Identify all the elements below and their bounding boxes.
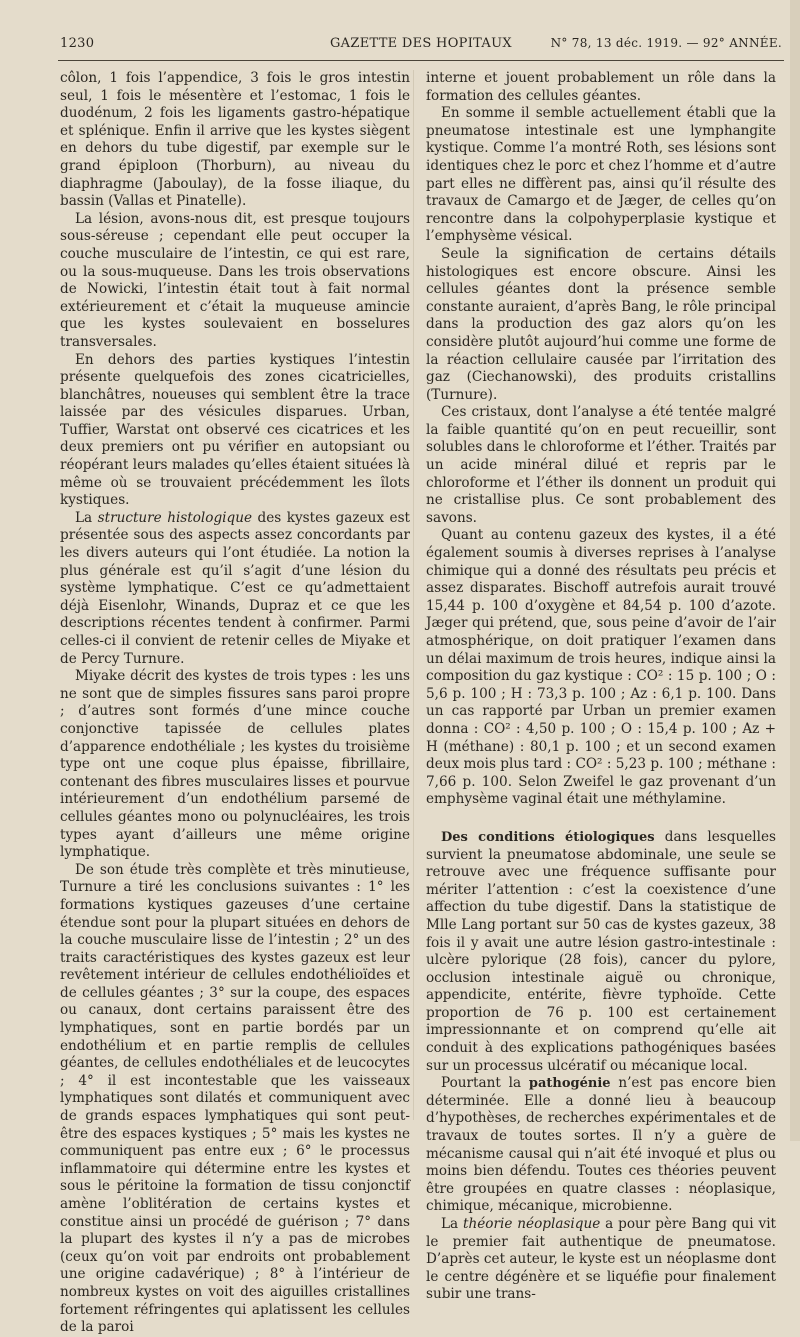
paragraph: interne et jouent probablement un rôle dans la formation des cellules géantes.: [426, 70, 776, 104]
header-rule: [58, 60, 784, 61]
section-subhead: pathogénie: [528, 1076, 611, 1092]
paragraph: La lésion, avons-nous dit, est presque toujours sous-séreuse ; cependant elle peut occuper la couche musculaire de l’intestin, ce qui est rare, ou la sous-muqueuse. Dans les trois observations de Nowicki, l’intestin était tout à fait normal extérieurement et c’était la muqueuse amincie que les kystes soulevaient en bosselures transversales.: [60, 210, 410, 350]
paragraph-lead: Pourtant la: [441, 1075, 522, 1092]
paragraph: [426, 829, 776, 1075]
paragraph: En somme il semble actuellement établi que la pneumatose intestinale est une lymphangite kystique. Comme l’a montré Roth, ses lésions sont identiques chez le porc et chez l’homme et d’autre part elles ne diffèrent pas, ainsi qu’il résulte des travaux de Camargo et de Jæger, de celles qu’on rencontre dans la colpohyperplasie kystique et l’emphysème vésical.: [426, 105, 776, 245]
paragraph-text: n’est pas encore bien déterminée. Elle a donné lieu à beaucoup d’hypothèses, de recherches expérimentales et de travaux de toutes sortes. Il n’y a guère de mécanisme causal qui n’ait été invoqué et plus ou moins bien défendu. Toutes ces théories peuvent être groupées en quatre classes : néoplasique, chimique, mécanique, microbienne.: [426, 1075, 777, 1215]
page-number: 1230: [60, 36, 95, 51]
paragraph: Ces cristaux, dont l’analyse a été tentée malgré la faible quantité qu’on en peut recueillir, sont solubles dans le chloroforme et l’éther. Traités par un acide minéral dilué et repris par le chloroforme et l’éther ils donnent un produit qui ne cristallise plus. Ce sont probablement des savons.: [426, 404, 776, 526]
paragraph: [426, 1075, 776, 1216]
page-edge-shadow: [790, 0, 800, 1141]
journal-title: GAZETTE DES HOPITAUX: [330, 36, 512, 51]
italic-term: structure histologique: [97, 509, 253, 526]
paragraph: [426, 1216, 776, 1304]
paragraph: De son étude très complète et très minutieuse, Turnure a tiré les conclusions suivantes : 1° les formations kystiques gazeuses d’une certaine étendue sont pour la plupart situées en dehors de la couche musculaire lisse de l’intestin ; 2° un des traits caractéristiques des kystes gazeux est leur revêtement intérieur de cellules endothélioïdes et de cellules géantes ; 3° sur la coupe, des espaces ou canaux, dont certains paraissent être des lymphatiques, sont en partie bordés par un endothélium et en partie remplis de cellules géantes, de cellules endothéliales et de leucocytes ; 4° il est incontestable que les vaisseaux lymphatiques sont dilatés et communiquent avec de grands espaces lymphatiques qui sont peut-être des espaces kystiques ; 5° mais les kystes ne communiquent pas entre eux ; 6° le processus inflammatoire qui détermine entre les kystes et sous le péritoine la formation de tissu conjonctif amène l’oblitération de certains kystes et constitue ainsi un procédé de guérison ; 7° dans la plupart des kystes il n’y a pas de microbes (ceux qu’on voit par endroits ont probablement une origine cadavérique) ; 8° à l’intérieur de nombreux kystes on voit des aiguilles cristallines fortement réfringentes qui aplatissent les cellules de la paroi: [60, 861, 410, 1336]
paragraph: En dehors des parties kystiques l’intestin présente quelquefois des zones cicatricielles, blanchâtres, noueuses qui semblent être la trace laissée par des vésicules disparues. Urban, Tuffier, Warstat ont observé ces cicatrices et les deux premiers ont pu vérifier en autopsiant ou réopérant leurs malades qu’elles étaient situées là même où se trouvaient précédemment les îlots kystiques.: [60, 351, 410, 509]
paragraph: côlon, 1 fois l’appendice, 3 fois le gros intestin seul, 1 fois le mésentère et l’estomac, 1 fois le duodénum, 2 fois les ligaments gastro-hépatique et splénique. Enfin il arrive que les kystes siègent en dehors du tube digestif, par exemple sur le grand épiploon (Thorburn), au niveau du diaphragme (Jaboulay), de la fosse iliaque, du bassin (Vallas et Pinatelle).: [60, 70, 410, 210]
paragraph-text: des kystes gazeux est présentée sous des aspects assez concordants par les divers auteurs qui l’ont étudiée. La notion la plus générale est qu’il s’agit d’une lésion du système lymphatique. C’est ce qu’admettaient déjà Eisenlohr, Winands, Dupraz et ce que les descriptions récentes tendent à confirmer. Parmi celles-ci il convient de retenir celles de Miyake et de Percy Turnure.: [60, 509, 411, 667]
paragraph: Quant au contenu gazeux des kystes, il a été également soumis à diverses reprises à l’analyse chimique qui a donné des résultats peu précis et assez disparates. Bischoff autrefois aurait trouvé 15,44 p. 100 d’oxygène et 84,54 p. 100 d’azote. Jæger qui prétend, que, sous peine d’avoir de l’air atmosphérique, on doit pratiquer l’examen dans un délai maximum de trois heures, indique ainsi la composition du gaz kystique : CO² : 15 p. 100 ; O : 5,6 p. 100 ; H : 73,3 p. 100 ; Az : 6,1 p. 100. Dans un cas rapporté par Urban un premier examen donna : CO² : 4,50 p. 100 ; O : 15,4 p. 100 ; Az + H (méthane) : 80,1 p. 100 ; et un second examen deux mois plus tard : CO² : 5,23 p. 100 ; méthane : 7,66 p. 100. Selon Zweifel le gaz provenant d’un emphysème vaginal était une méthylamine.: [426, 527, 776, 808]
paragraph: Miyake décrit des kystes de trois types : les uns ne sont que de simples fissures sans paroi propre ; d’autres sont formés d’une mince couche conjonctive tapissée de cellules plates d’apparence endothéliale ; les kystes du troisième type ont une coque plus épaisse, fibrillaire, contenant des fibres musculaires lisses et pourvue intérieurement d’un endothélium parsemé de cellules géantes mono ou polynucléaires, les trois types ayant d’ailleurs une même origine lymphatique.: [60, 668, 410, 861]
paragraph-text: dans lesquelles survient la pneumatose abdominale, une seule se retrouve avec une fréquence suffisante pour mériter l’attention : c’est la coexistence d’une affection du tube digestif. Dans la statistique de Mlle Lang portant sur 50 cas de kystes gazeux, 38 fois il y avait une autre lésion gastro-intestinale : ulcère pylorique (28 fois), cancer du pylore, occlusion intestinale aiguë ou chronique, appendicite, entérite, fièvre typhoïde. Cette proportion de 76 p. 100 est certainement impressionnante et on comprend qu’elle ait conduit à des explications pathogéniques basées sur un processus ulcératif ou mécanique local.: [426, 828, 776, 1074]
paragraph-text: a pour père Bang qui vit le premier fait authentique de pneumatose. D’après cet auteur, le kyste est un néoplasme dont le centre dégénère et se liquéfie pour finalement subir une trans-: [426, 1216, 777, 1303]
left-column: [60, 70, 411, 1336]
column-divider: [413, 70, 414, 1120]
paragraph-lead: La: [441, 1216, 459, 1232]
section-subhead: Des conditions étiologiques: [441, 829, 655, 845]
paragraph: [60, 510, 410, 668]
paragraph: Seule la signification de certains détails histologiques est encore obscure. Ainsi les cellules géantes dont la présence semble constante auraient, d’après Bang, le rôle principal dans la production des gaz alors qu’on les considère plutôt aujourd’hui comme une forme de la réaction cellulaire causée par l’irritation des gaz (Ciechanowski), des produits cristallins (Turnure).: [426, 245, 776, 403]
paragraph-lead: La: [75, 509, 93, 526]
right-column: [426, 70, 777, 1303]
issue-info: N° 78, 13 déc. 1919. — 92° ANNÉE.: [550, 36, 782, 50]
running-header: [60, 30, 782, 54]
italic-term: théorie néoplasique: [463, 1216, 601, 1232]
